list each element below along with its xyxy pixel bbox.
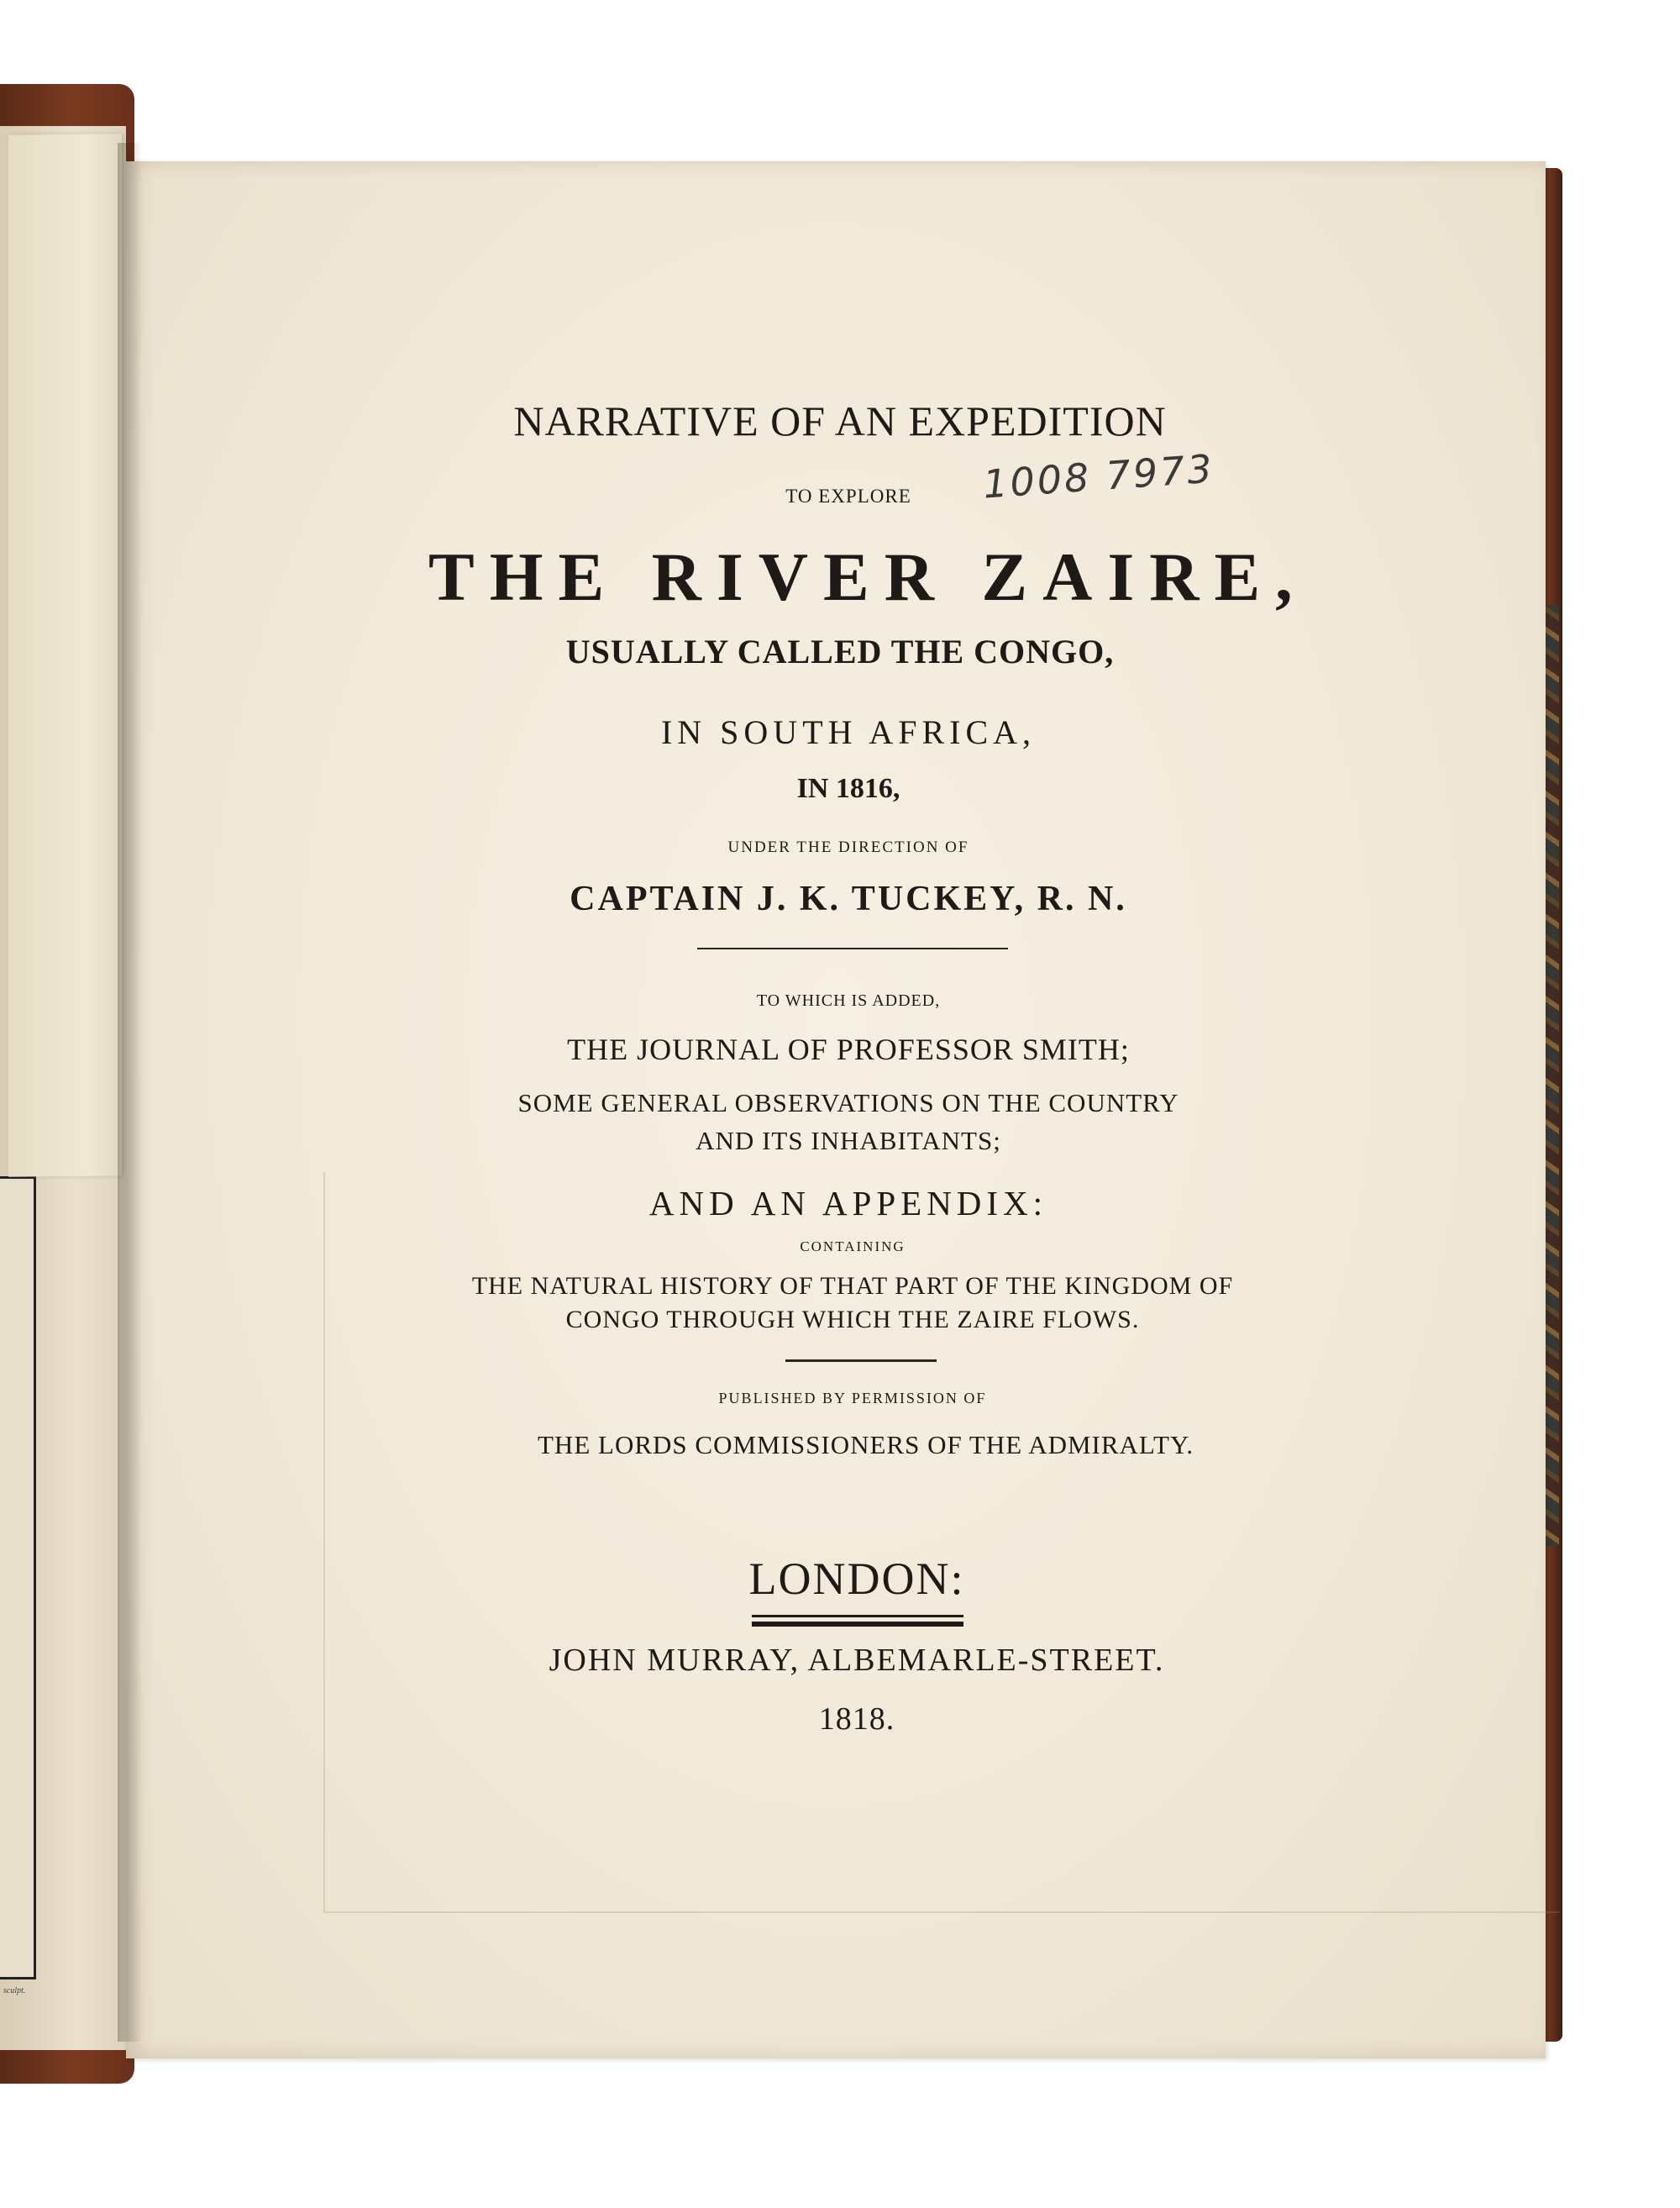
title-line-observations: SOME GENERAL OBSERVATIONS ON THE COUNTRY (517, 1088, 1179, 1117)
imprint-year: 1818. (818, 1701, 895, 1737)
title-line-admiralty: THE LORDS COMMISSIONERS OF THE ADMIRALTY. (538, 1430, 1194, 1459)
divider-rule (697, 948, 1008, 949)
author-line: CAPTAIN J. K. TUCKEY, R. N. (570, 880, 1127, 918)
title-line-to-explore: TO EXPLORE (785, 486, 911, 507)
main-title: THE RIVER ZAIRE, (428, 539, 1308, 615)
title-line-under-direction: UNDER THE DIRECTION OF (727, 839, 969, 856)
title-line-narrative: NARRATIVE OF AN EXPEDITION (513, 397, 1167, 444)
title-line-natural-history: THE NATURAL HISTORY OF THAT PART OF THE KINGDOM OF (471, 1272, 1234, 1300)
handwritten-annotation: 1008 7973 (981, 445, 1216, 507)
title-line-south-africa: IN SOUTH AFRICA, (660, 713, 1037, 751)
title-line-congo-flows: CONGO THROUGH WHICH THE ZAIRE FLOWS. (565, 1306, 1140, 1333)
title-line-usually-called: USUALLY CALLED THE CONGO, (565, 633, 1115, 670)
title-line-containing: CONTAINING (800, 1238, 906, 1254)
title-line-year-1816: IN 1816, (796, 773, 900, 804)
title-line-journal: THE JOURNAL OF PROFESSOR SMITH; (567, 1033, 1130, 1066)
title-line-to-which-added: TO WHICH IS ADDED, (756, 991, 941, 1010)
imprint-publisher: JOHN MURRAY, ALBEMARLE-STREET. (549, 1643, 1165, 1678)
title-line-published-by: PUBLISHED BY PERMISSION OF (718, 1390, 987, 1406)
title-line-appendix: AND AN APPENDIX: (648, 1184, 1048, 1222)
imprint-city: LONDON: (748, 1553, 965, 1604)
title-line-inhabitants: AND ITS INHABITANTS; (696, 1126, 1001, 1155)
double-rule-bottom (752, 1622, 963, 1627)
divider-rule (785, 1359, 937, 1362)
left-plate-caption: sculpt. (3, 1986, 26, 1995)
double-rule-top (752, 1615, 963, 1617)
